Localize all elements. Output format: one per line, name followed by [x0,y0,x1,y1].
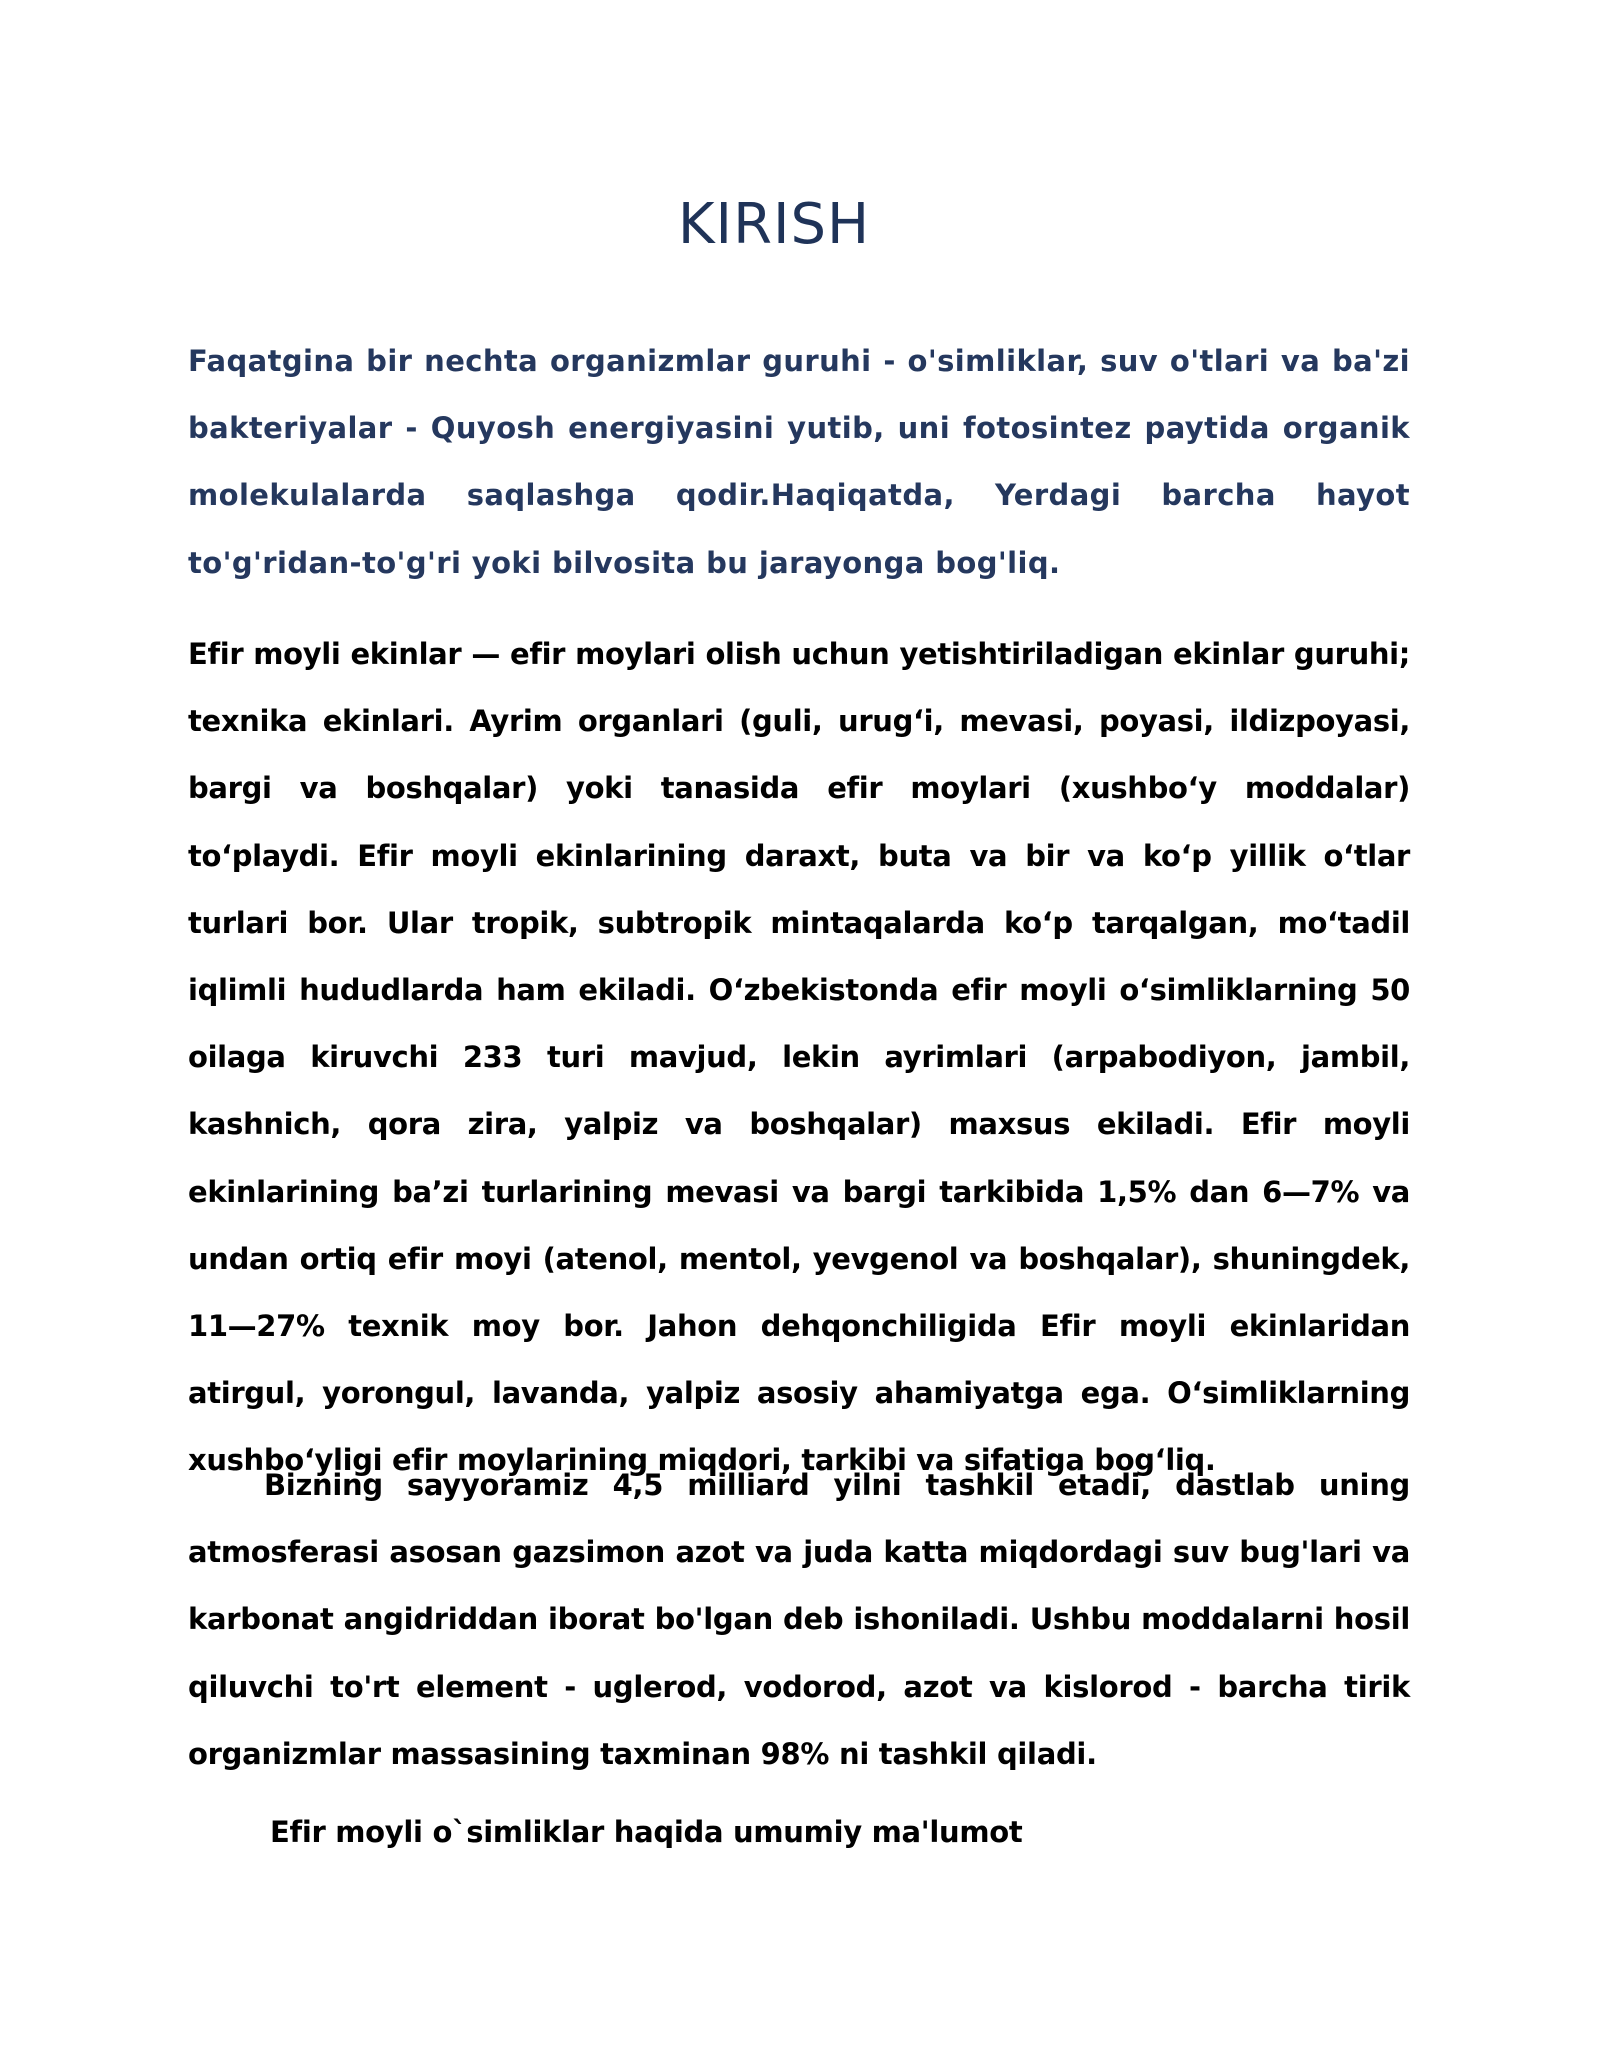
section-heading: Efir moyli o`simliklar haqida umumiy ma'lumot [270,1815,1023,1849]
page-title: KIRISH [677,192,871,257]
intro-paragraph: Faqatgina bir nechta organizmlar guruhi - o'simliklar, suv o'tlari va ba'zi bakteriyalar - Quyosh energiyasini yutib, uni fotosintez paytida organik molekulalarda saqlashga qodir.Haqiqatda, Yerdagi barcha hayot to'g'ridan-to'g'ri yoki bilvosita bu jarayonga bog'liq. [188,344,1410,580]
efir-ekinlar-paragraph: Efir moyli ekinlar — efir moylari olish uchun yetishtiriladigan ekinlar guruhi; texnika ekinlari. Ayrim organlari (guli, urug‘i, mevasi, poyasi, ildizpoyasi, bargi va boshqalar) yoki tanasida efir moylari (xushbo‘y moddalar) to‘playdi. Efir moyli ekinlarining daraxt, buta va bir va ko‘p yillik o‘tlar turlari bor. Ular tropik, subtropik mintaqalarda ko‘p tarqalgan, mo‘tadil iqlimli hududlarda ham ekiladi. O‘zbekistonda efir moyli o‘simliklarning 50 oilaga kiruvchi 233 turi mavjud, lekin ayrimlari (arpabodiyon, jambil, kashnich, qora zira, yalpiz va boshqalar) maxsus ekiladi. Efir moyli ekinlarining ba’zi turlarining mevasi va bargi tarkibida 1,5% dan 6—7% va undan ortiq efir moyi (atenol, mentol, yevgenol va boshqalar), shuningdek, 11—27% texnik moy bor. Jahon dehqonchiligida Efir moyli ekinlaridan atirgul, yorongul, lavanda, yalpiz asosiy ahamiyatga ega. O‘simliklarning xushbo‘yligi efir moylarining miqdori, tarkibi va sifatiga bog‘liq. [188,637,1410,1478]
planet-paragraph: Bizning sayyoramiz 4,5 milliard yilni tashkil etadi, dastlab uning atmosferasi asosan gazsimon azot va juda katta miqdordagi suv bug'lari va karbonat angidriddan iborat bo'lgan deb ishoniladi. Ushbu moddalarni hosil qiluvchi to'rt element - uglerod, vodorod, azot va kislorod - barcha tirik organizmlar massasining taxminan 98% ni tashkil qiladi. [188,1468,1410,1771]
